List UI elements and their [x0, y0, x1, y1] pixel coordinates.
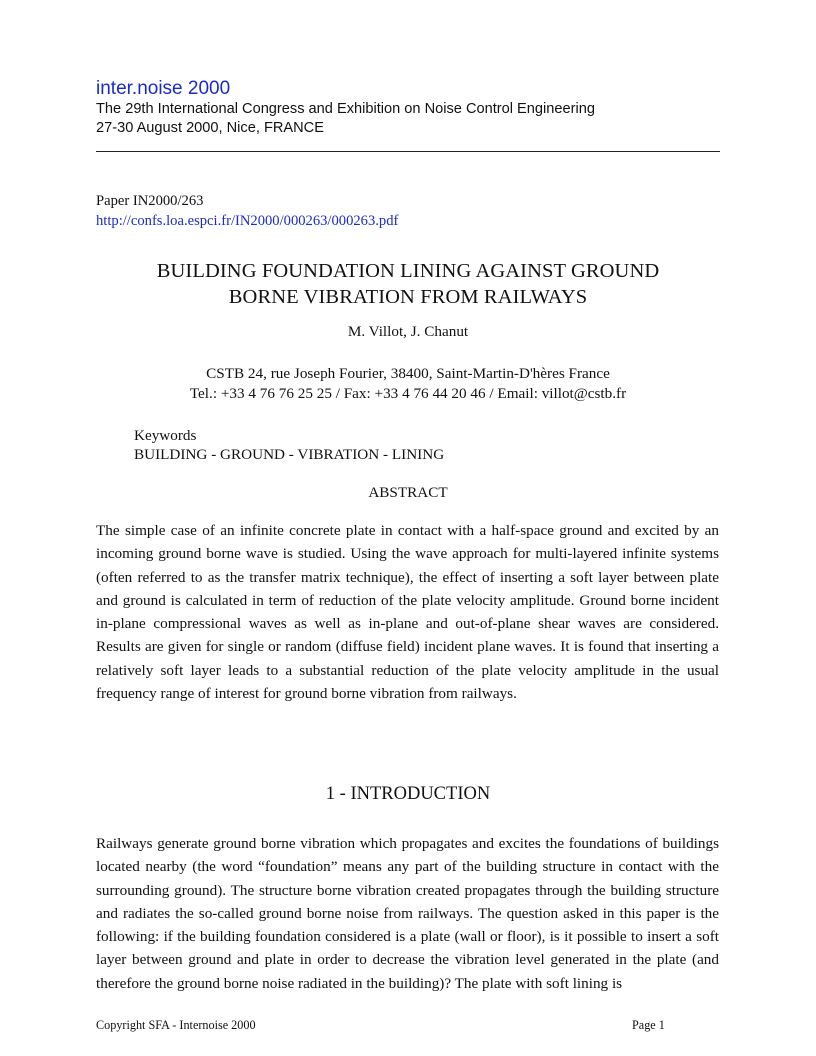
- conference-dates: 27-30 August 2000, Nice, FRANCE: [96, 120, 324, 136]
- footer-copyright: Copyright SFA - Internoise 2000: [96, 1018, 256, 1032]
- paper-url-link[interactable]: http://confs.loa.espci.fr/IN2000/000263/000263.pdf: [96, 213, 399, 229]
- authors: M. Villot, J. Chanut: [347, 323, 469, 340]
- conference-name: inter.noise 2000: [96, 78, 231, 99]
- introduction-text: Railways generate ground borne vibration which propagates and excites the foundations of buildings located nearby (the word “foundation” means any part of the building structure in contact with the surrounding ground). The structure borne vibration created propagates through the building structure and radiates the so-called ground borne noise from railways. The question asked in this paper is the following: if the building foundation considered is a plate (wall or floor), is it possible to insert a soft layer between ground and plate in order to decrease the vibration level generated in the plate (and therefore the ground borne noise radiated in the building)? The plate with soft lining is: [96, 835, 719, 992]
- title-line-2: BORNE VIBRATION FROM RAILWAYS: [228, 286, 588, 308]
- keywords-label: Keywords: [134, 427, 197, 444]
- abstract-text: The simple case of an infinite concrete plate in contact with a half-space ground and excited by an incoming ground borne wave is studied. Using the wave approach for multi-layered infinite systems (often referred to as the transfer matrix technique), the effect of inserting a soft layer between plate and ground is calculated in term of reduction of the plate velocity amplitude. Ground borne incident in-plane compressional waves as well as in-plane and out-of-plane shear waves are considered. Results are given for single or random (diffuse field) incident plane waves. It is found that inserting a relatively soft layer leads to a substantial reduction of the plate velocity amplitude in the usual frequency range of interest for ground borne vibration from railways.: [96, 522, 719, 702]
- congress-line: The 29th International Congress and Exhibition on Noise Control Engineering: [96, 101, 595, 117]
- title-line-1: BUILDING FOUNDATION LINING AGAINST GROUND: [156, 260, 660, 282]
- abstract-heading: ABSTRACT: [368, 484, 448, 501]
- introduction-heading: 1 - INTRODUCTION: [325, 784, 491, 804]
- paper-title: [96, 258, 720, 310]
- affiliation: [96, 364, 720, 404]
- footer-page-number: Page 1: [632, 1018, 665, 1032]
- keywords-block: [134, 426, 444, 464]
- paper-id: Paper IN2000/263: [96, 193, 204, 209]
- affiliation-contact: Tel.: +33 4 76 76 25 25 / Fax: +33 4 76 44 20 46 / Email: villot@cstb.fr: [189, 385, 627, 402]
- conference-header: [96, 78, 720, 138]
- keywords-list: BUILDING - GROUND - VIBRATION - LINING: [134, 446, 445, 463]
- header-divider: [96, 151, 720, 152]
- paper-info: [96, 191, 398, 231]
- affiliation-address: CSTB 24, rue Joseph Fourier, 38400, Saint-Martin-D'hères France: [206, 365, 610, 382]
